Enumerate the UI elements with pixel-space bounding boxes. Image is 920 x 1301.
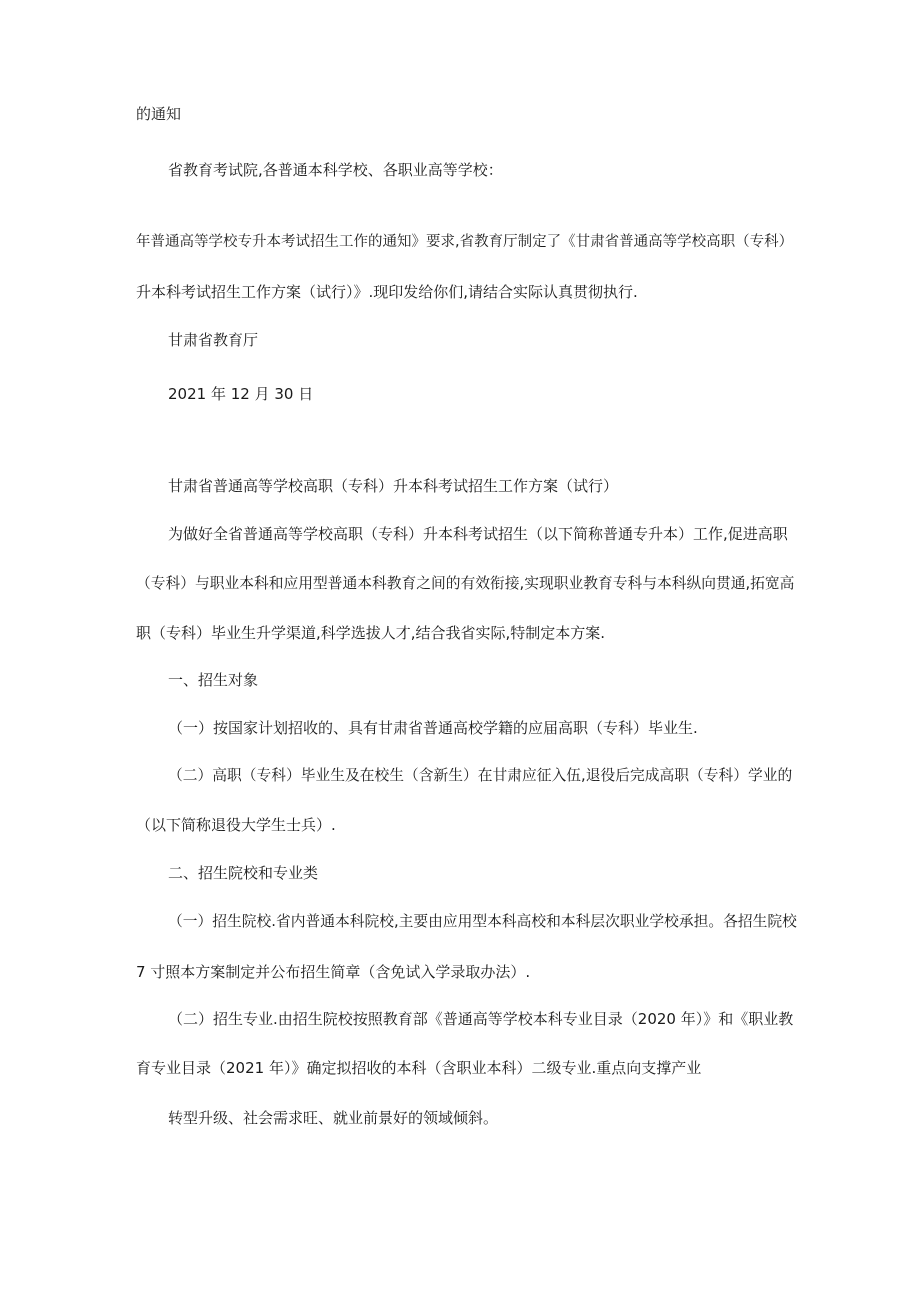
list-item: （一）招生院校.省内普通本科院校,主要由应用型本科高校和本科层次职业学校承担。各招生院校 [168, 913, 797, 930]
paragraph-line: 转型升级、社会需求旺、就业前景好的领域倾斜。 [168, 1109, 499, 1127]
list-item: （一）按国家计划招收的、具有甘肃省普通高校学籍的应届高职（专科）毕业生. [168, 719, 698, 737]
section-heading: 二、招生院校和专业类 [168, 864, 319, 882]
paragraph-line: 为做好全省普通高等学校高职（专科）升本科考试招生（以下简称普通专升本）工作,促进高职 [168, 525, 788, 543]
paragraph-line: 职（专科）毕业生升学渠道,科学选拔人才,结合我省实际,特制定本方案. [136, 624, 606, 642]
paragraph-line: （以下简称退役大学生士兵）. [136, 816, 336, 834]
salutation: 省教育考试院,各普通本科学校、各职业高等学校： [168, 161, 503, 179]
paragraph-line: 升本科考试招生工作方案（试行）》.现印发给你们,请结合实际认真贯彻执行. [136, 283, 638, 301]
plan-title: 甘肃省普通高等学校高职（专科）升本科考试招生工作方案（试行） [168, 477, 619, 495]
paragraph-line: 7 寸照本方案制定并公布招生简章（含免试入学录取办法）. [136, 963, 531, 981]
paragraph-line: 年普通高等学校专升本考试招生工作的通知》要求,省教育厅制定了《甘肃省普通高等学校高职（专科） [136, 234, 794, 250]
section-heading: 一、招生对象 [168, 671, 259, 689]
issuer-signature: 甘肃省教育厅 [168, 331, 259, 349]
issue-date: 2021 年 12 月 30 日 [168, 385, 314, 403]
notice-title-fragment: 的通知 [136, 105, 182, 123]
paragraph-line: 育专业目录（2021 年）》确定拟招收的本科（含职业本科）二级专业.重点向支撑产业 [136, 1059, 702, 1077]
list-item: （二）高职（专科）毕业生及在校生（含新生）在甘肃应征入伍,退役后完成高职（专科）学业的 [168, 767, 793, 784]
paragraph-line: （专科）与职业本科和应用型普通本科教育之间的有效衔接,实现职业教育专科与本科纵向贯通,拓宽高 [136, 575, 795, 592]
list-item: （二）招生专业.由招生院校按照教育部《普通高等学校本科专业目录（2020 年）》和《职业教 [168, 1010, 794, 1028]
